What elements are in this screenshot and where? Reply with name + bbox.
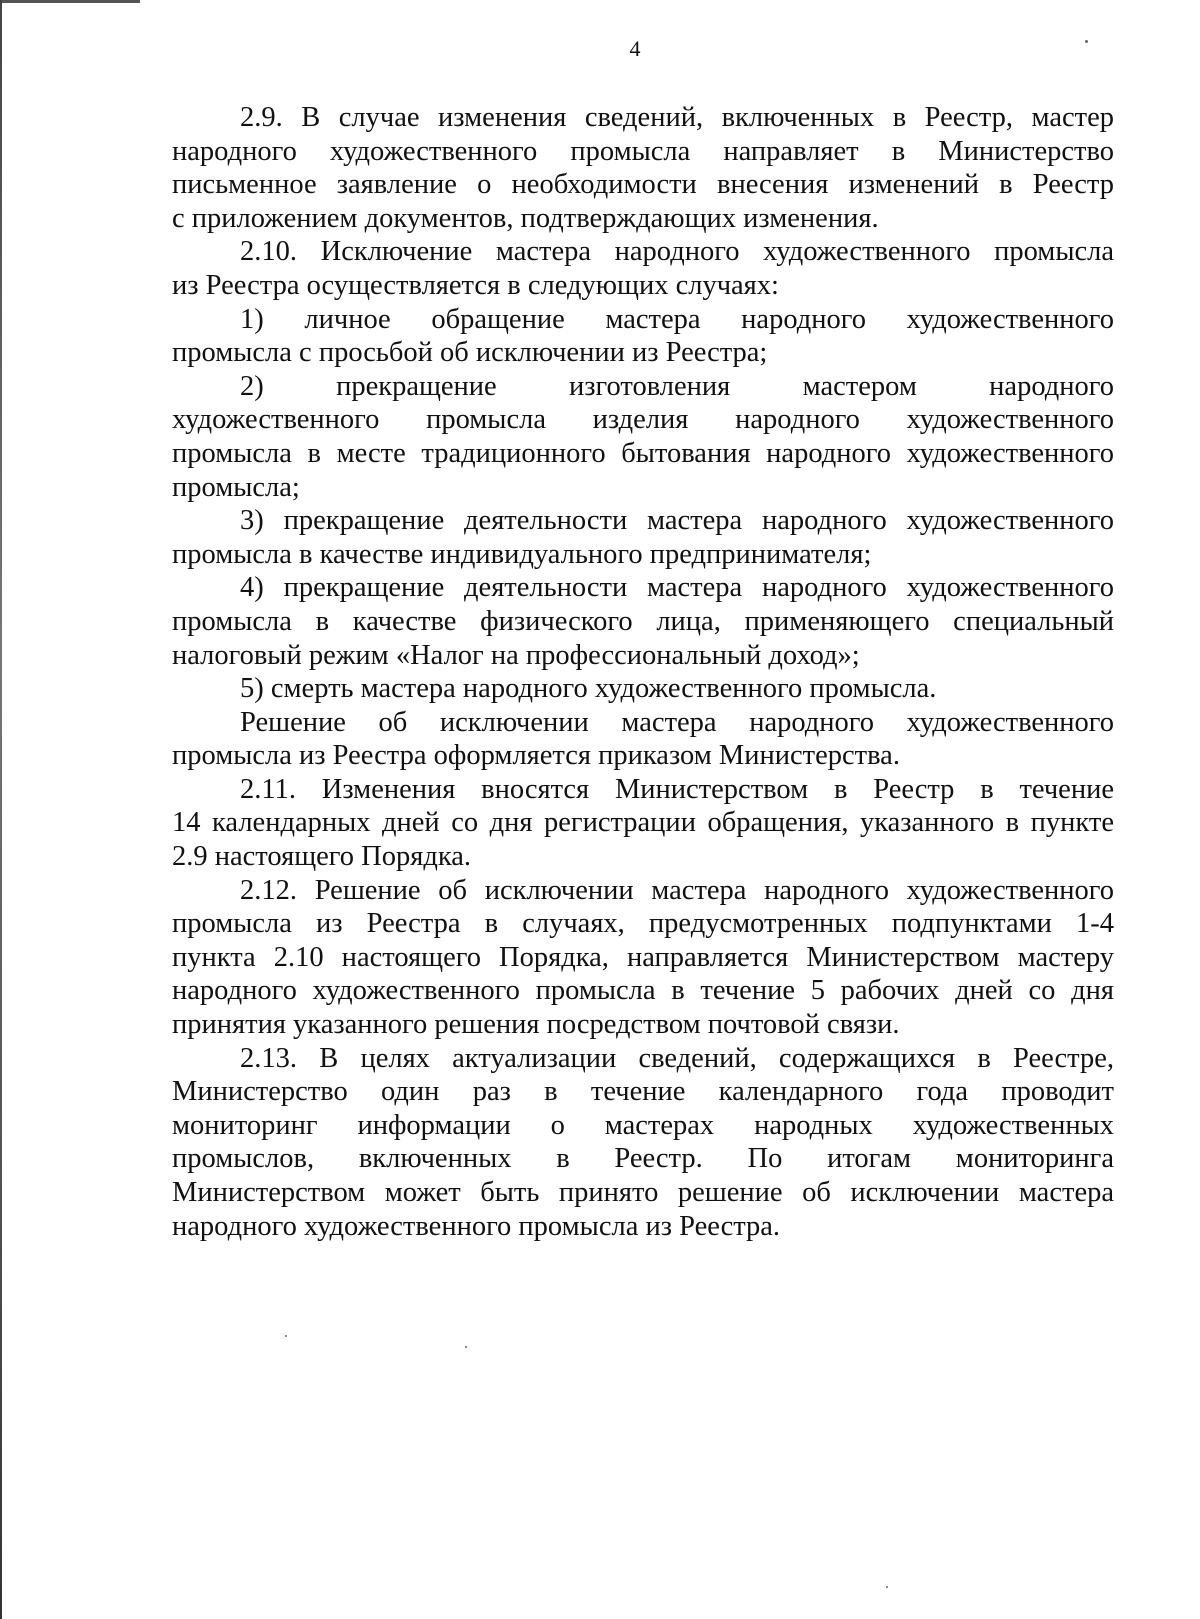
- text-line: мониторинг информации о мастерах народных художественных: [172, 1109, 1114, 1141]
- text-line: Решение об исключении мастера народного художественного: [240, 706, 1114, 738]
- text-line: народного художественного промысла направляет в Министерство: [172, 135, 1114, 167]
- text-line: 3) прекращение деятельности мастера народного художественного: [240, 505, 1114, 537]
- text-line: 2) прекращение изготовления мастером народного: [240, 370, 1114, 402]
- paragraph-decision: [172, 706, 1114, 773]
- text-line: Министерством может быть принято решение об исключении мастера: [172, 1177, 1114, 1208]
- list-item-5: [172, 672, 1114, 706]
- paragraph-2-12: [172, 874, 1114, 1042]
- text-line: 2.9 настоящего Порядка.: [172, 841, 472, 873]
- text-line: принятия указанного решения посредством почтовой связи.: [172, 1009, 900, 1041]
- text-line: 2.12. Решение об исключении мастера народного художественного: [240, 874, 1114, 906]
- text-line: народного художественного промысла из Реестра.: [172, 1210, 781, 1242]
- list-item-4: [172, 571, 1114, 672]
- text-line: письменное заявление о необходимости внесения изменений в Реестр: [172, 169, 1114, 201]
- text-line: промысла в качестве физического лица, применяющего специальный: [172, 605, 1114, 637]
- scan-edge-left: [0, 0, 2, 1619]
- paragraph-2-13: [172, 1042, 1114, 1244]
- text-line: промыслов, включенных в Реестр. По итогам мониторинга: [172, 1143, 1114, 1175]
- page-number: 4: [629, 36, 641, 61]
- text-line: налоговый режим «Налог на профессиональный доход»;: [172, 639, 860, 671]
- text-line: из Реестра осуществляется в следующих случаях:: [172, 269, 779, 301]
- text-line: промысла в месте традиционного бытования народного художественного: [172, 437, 1114, 469]
- scan-speck: [465, 1346, 467, 1348]
- text-line: 14 календарных дней со дня регистрации обращения, указанного в пункте: [172, 807, 1114, 839]
- text-line: художественного промысла изделия народного художественного: [172, 404, 1114, 436]
- document-body: [172, 101, 1114, 1243]
- scan-speck: [285, 1335, 287, 1337]
- text-line: 2.9. В случае изменения сведений, включенных в Реестр, мастер: [240, 102, 1114, 133]
- list-item-3: [172, 504, 1114, 571]
- text-line: Министерство один раз в течение календарного года проводит: [172, 1076, 1114, 1108]
- paragraph-2-11: [172, 773, 1114, 874]
- text-line: промысла из Реестра оформляется приказом Министерства.: [172, 740, 900, 772]
- scan-speck: [1085, 40, 1088, 43]
- text-line: с приложением документов, подтверждающих изменения.: [172, 202, 879, 234]
- text-line: промысла с просьбой об исключении из Реестра;: [172, 337, 768, 369]
- paragraph-2-9: [172, 101, 1114, 235]
- text-line: 2.13. В целях актуализации сведений, содержащихся в Реестре,: [240, 1042, 1114, 1074]
- text-line: 1) личное обращение мастера народного художественного: [240, 303, 1114, 335]
- text-line: промысла;: [172, 471, 300, 503]
- text-line: 4) прекращение деятельности мастера народного художественного: [240, 572, 1114, 604]
- paragraph-2-10: [172, 235, 1114, 302]
- text-line: 5) смерть мастера народного художественного промысла.: [240, 673, 937, 705]
- text-line: народного художественного промысла в течение 5 рабочих дней со дня: [172, 975, 1114, 1007]
- list-item-2: [172, 370, 1114, 504]
- text-line: промысла из Реестра в случаях, предусмотренных подпунктами 1-4: [172, 908, 1114, 940]
- text-line: пункта 2.10 настоящего Порядка, направляется Министерством мастеру: [172, 941, 1114, 973]
- text-line: 2.10. Исключение мастера народного художественного промысла: [240, 236, 1114, 268]
- list-item-1: [172, 303, 1114, 370]
- text-line: 2.11. Изменения вносятся Министерством в Реестр в течение: [240, 773, 1114, 805]
- scan-speck: [886, 1586, 888, 1588]
- scan-edge-top: [0, 0, 140, 3]
- text-line: промысла в качестве индивидуального предпринимателя;: [172, 538, 872, 570]
